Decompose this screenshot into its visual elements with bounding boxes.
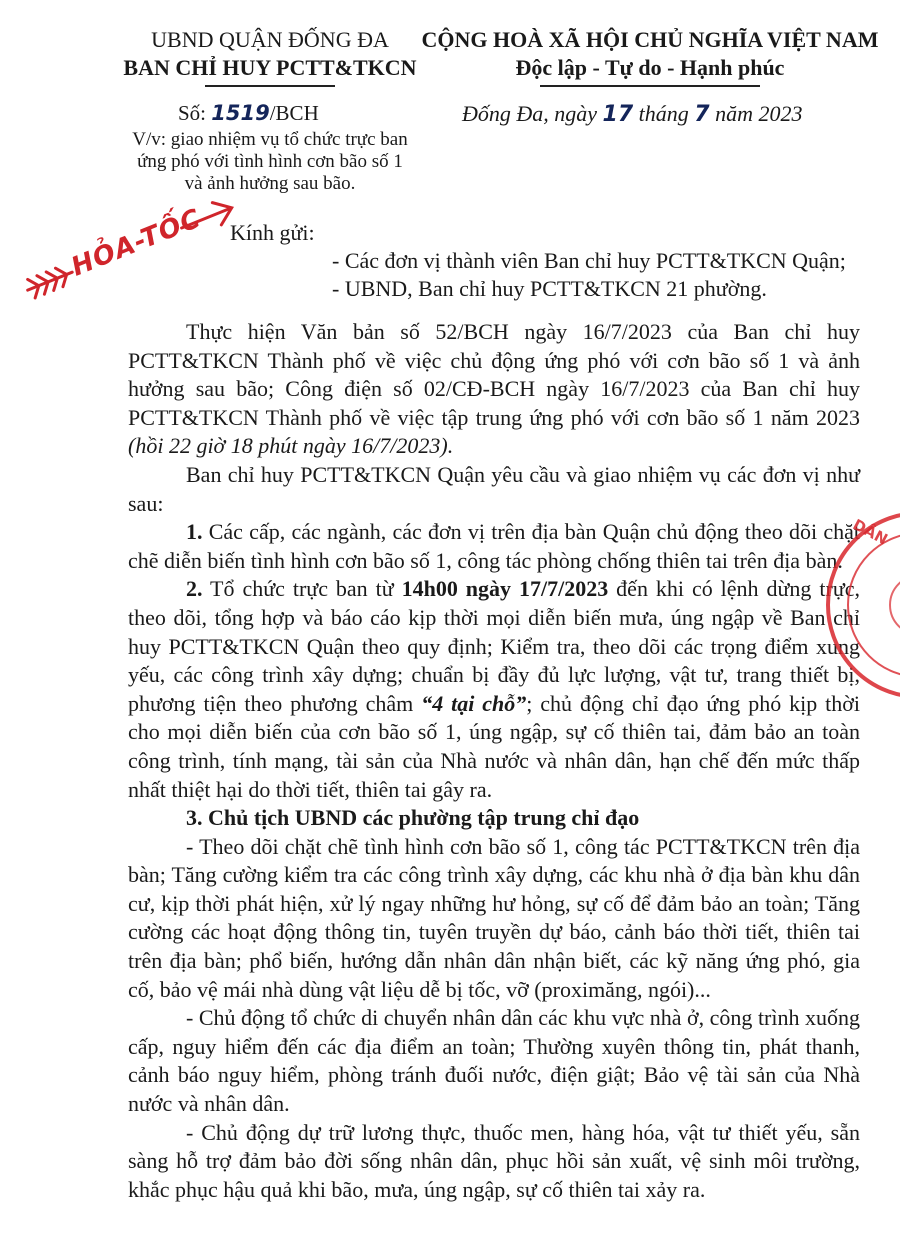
subject-line2: ứng phó với tình hình cơn bão số 1 (137, 151, 403, 172)
date-month-handwritten: 7 (694, 102, 710, 127)
seal-text: DÂN (849, 515, 891, 549)
document-number-prefix: Số: (178, 101, 212, 125)
item-2-number: 2. (186, 576, 203, 602)
date-year: năm 2023 (709, 101, 803, 126)
request-paragraph: Ban chỉ huy PCTT&TKCN Quận yêu cầu và giao nhiệm vụ các đơn vị như sau: (128, 461, 860, 516)
official-seal (820, 505, 900, 705)
document-body (128, 318, 860, 1204)
document-subject (95, 129, 445, 195)
item-2-text-b: đến khi có lệnh dừng trực, theo dõi, tổng hợp và báo cáo kịp thời mọi diễn biến mưa, úng ngập về Ban chỉ huy PCTT&TKCN Quận theo quy định; Kiểm tra, theo dõi các trọng điểm xung yếu, các công trình xây dựng; chuẩn bị đầy đủ lực lượng, vật tư, trang thiết bị, phương tiện theo phương châm (128, 576, 861, 716)
issuer-underline (205, 85, 335, 87)
intro-italic: (hồi 22 giờ 18 phút ngày 16/7/2023). (128, 433, 454, 459)
intro-paragraph (128, 318, 860, 461)
item-3-paragraph-1: - Theo dõi chặt chẽ tình hình cơn bão số 1, công tác PCTT&TKCN trên địa bàn; Tăng cường kiểm tra các công trình xây dựng, các khu nhà ở địa bàn khu dân cư, kịp thời phát hiện, xử lý ngay những hư hỏng, sự cố để đảm bảo an toàn; Tăng cường các hoạt động thông tin, tuyên truyền dự báo, cảnh báo thời tiết, thiên tai trên địa bàn; phổ biến, hướng dẫn nhân dân nhận biết, các kỹ năng ứng phó, gia cố, bảo vệ mái nhà dùng vật liệu dễ bị tốc, vỡ (proximăng, ngói)... (128, 833, 860, 1002)
item-2-text-c: ; chủ động chỉ đạo ứng phó kịp thời cho mọi diễn biến của cơn bão số 1, úng ngập, sự cố thiên tai, đảm bảo an toàn công trình, tính mạng, tài sản của Nhà nước và nhân dân, hạn chế đến mức thấp nhất thiệt hại do thời tiết, thiên tai gây ra. (128, 690, 860, 802)
item-2 (128, 575, 860, 804)
national-motto-block (415, 26, 885, 87)
item-3-paragraph-2: - Chủ động tổ chức di chuyển nhân dân các khu vực nhà ở, công trình xuống cấp, nguy hiểm đến các địa điểm an toàn; Thường xuyên thông tin, phát thanh, cảnh báo nguy hiểm, phòng tránh đuối nước, điện giật; Bảo vệ tài sản của Nhà nước và nhân dân. (128, 1005, 860, 1117)
national-motto: Độc lập - Tự do - Hạnh phúc (515, 55, 785, 80)
document-number-handwritten: 1519 (211, 101, 270, 125)
recipient-item: - Các đơn vị thành viên Ban chỉ huy PCTT&TKCN Quận; (332, 248, 846, 273)
motto-underline (540, 85, 760, 87)
urgent-stamp-text: HỎA-TỐC (67, 203, 206, 283)
subject-line1: V/v: giao nhiệm vụ tổ chức trực ban (132, 129, 408, 150)
issuer-block (95, 26, 445, 87)
document-number-suffix: /BCH (269, 101, 319, 125)
item-2-time: 14h00 ngày 17/7/2023 (401, 576, 609, 602)
date-month-label: tháng (633, 101, 695, 126)
recipients-label: Kính gửi: (230, 220, 315, 245)
item-2-motto: “4 tại chỗ” (421, 690, 527, 716)
recipient-item: - UBND, Ban chỉ huy PCTT&TKCN 21 phường. (332, 276, 767, 301)
issuer-line2: BAN CHỈ HUY PCTT&TKCN (123, 55, 417, 80)
document-number (178, 101, 319, 126)
document-date (462, 101, 803, 127)
item-2-text-a: Tổ chức trực ban từ (202, 576, 402, 602)
date-place: Đống Đa, ngày (462, 101, 603, 126)
issuer-line1: UBND QUẬN ĐỐNG ĐA (151, 27, 389, 52)
item-1-text: Các cấp, các ngành, các đơn vị trên địa bàn Quận chủ động theo dõi chặt chẽ diễn biến tình hình cơn bão số 1, công tác phòng chống thiên tai trên địa bàn. (128, 519, 860, 573)
item-1-number: 1. (186, 519, 203, 545)
national-title: CỘNG HOÀ XÃ HỘI CHỦ NGHĨA VIỆT NAM (421, 27, 879, 52)
date-day-handwritten: 17 (602, 102, 634, 127)
item-3-heading: 3. Chủ tịch UBND các phường tập trung chỉ đạo (186, 805, 640, 831)
item-1 (128, 518, 860, 575)
subject-line3: và ảnh hưởng sau bão. (184, 173, 356, 194)
intro-text: Thực hiện Văn bản số 52/BCH ngày 16/7/2023 của Ban chỉ huy PCTT&TKCN Thành phố về việc chủ động ứng phó với cơn bão số 1 và ảnh hưởng sau bão; Công điện số 02/CĐ-BCH ngày 16/7/2023 của Ban chỉ huy PCTT&TKCN Thành phố về việc tập trung ứng phó với cơn bão số 1 năm 2023 (128, 319, 860, 430)
item-3-paragraph-3: - Chủ động dự trữ lương thực, thuốc men, hàng hóa, vật tư thiết yếu, sẵn sàng hỗ trợ đảm bảo đời sống nhân dân, phục hồi sản xuất, vệ sinh môi trường, khắc phục hậu quả khi bão, mưa, úng ngập, sự cố thiên tai xảy ra. (128, 1119, 860, 1202)
